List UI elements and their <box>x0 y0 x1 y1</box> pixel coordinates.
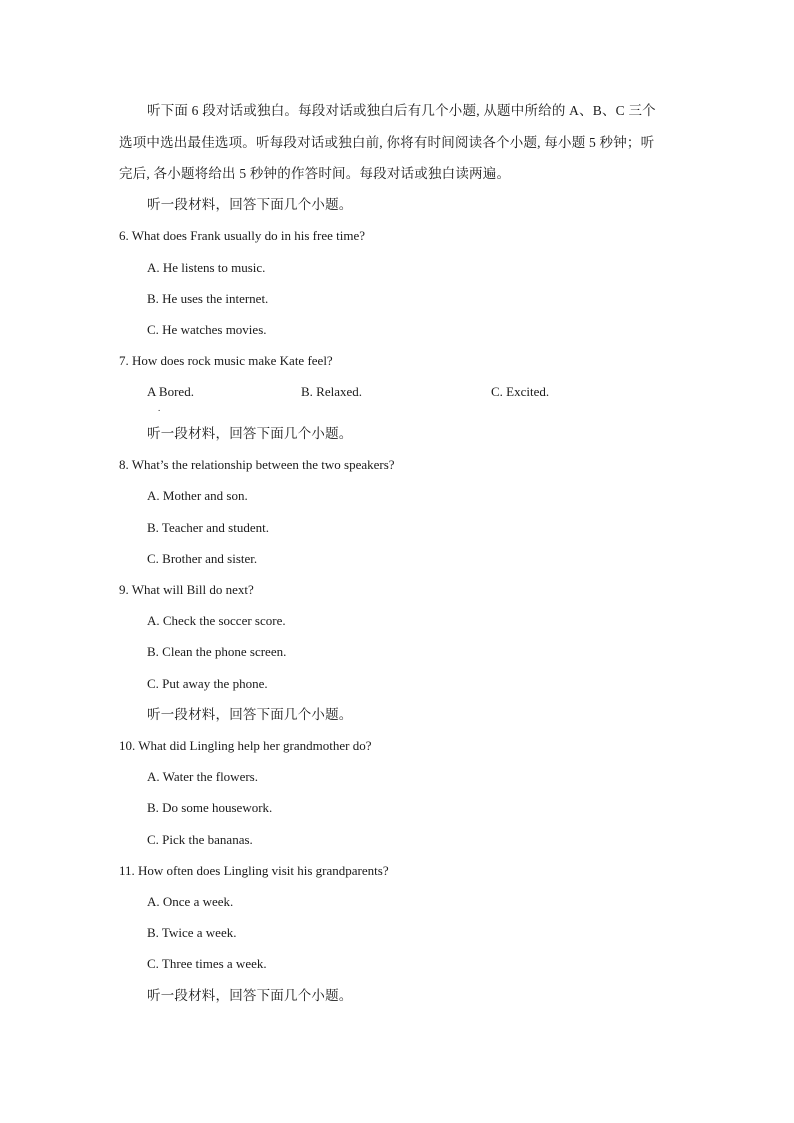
question-6-option-c: C. He watches movies. <box>147 322 267 337</box>
question-10-option-c: C. Pick the bananas. <box>147 832 253 847</box>
question-11-stem: 11. How often does Lingling visit his grandparents? <box>119 863 389 878</box>
question-10-stem: 10. What did Lingling help her grandmother do? <box>119 738 372 753</box>
question-9-option-a: A. Check the soccer score. <box>147 613 286 628</box>
question-9-option-b: B. Clean the phone screen. <box>147 644 287 659</box>
question-6-option-b: B. He uses the internet. <box>147 291 269 306</box>
question-6-stem: 6. What does Frank usually do in his free time? <box>119 228 365 243</box>
question-9-stem: 9. What will Bill do next? <box>119 582 254 597</box>
question-7-option-c: C. Excited. <box>491 384 550 399</box>
question-10-option-a: A. Water the flowers. <box>147 769 258 784</box>
question-10-option-b: B. Do some housework. <box>147 800 273 815</box>
instructions-line-2: 选项中选出最佳选项。听每段对话或独白前, 你将有时间阅读各个小题, 每小题 5 秒钟；听 <box>119 135 655 150</box>
section-prompt: 听一段材料，回答下面几个小题。 <box>147 426 353 441</box>
question-8-option-a: A. Mother and son. <box>147 488 248 503</box>
stray-dot-mark: . <box>158 403 161 413</box>
question-6-option-a: A. He listens to music. <box>147 260 266 275</box>
section-prompt: 听一段材料，回答下面几个小题。 <box>147 707 353 722</box>
instructions-line-1: 听下面 6 段对话或独白。每段对话或独白后有几个小题, 从题中所给的 A、B、C 三个 <box>147 103 656 118</box>
question-11-option-a: A. Once a week. <box>147 894 234 909</box>
question-8-option-b: B. Teacher and student. <box>147 520 269 535</box>
question-8-stem: 8. What’s the relationship between the two speakers? <box>119 457 395 472</box>
instructions-line-3: 完后, 各小题将给出 5 秒钟的作答时间。每段对话或独白读两遍。 <box>119 166 511 181</box>
question-7-stem: 7. How does rock music make Kate feel? <box>119 353 333 368</box>
section-prompt: 听一段材料，回答下面几个小题。 <box>147 197 353 212</box>
question-8-option-c: C. Brother and sister. <box>147 551 258 566</box>
question-7-option-a: A Bored. <box>147 384 194 399</box>
question-11-option-b: B. Twice a week. <box>147 925 237 940</box>
question-7-option-b: B. Relaxed. <box>301 384 363 399</box>
section-prompt: 听一段材料，回答下面几个小题。 <box>147 988 353 1003</box>
question-9-option-c: C. Put away the phone. <box>147 676 268 691</box>
question-11-option-c: C. Three times a week. <box>147 956 267 971</box>
